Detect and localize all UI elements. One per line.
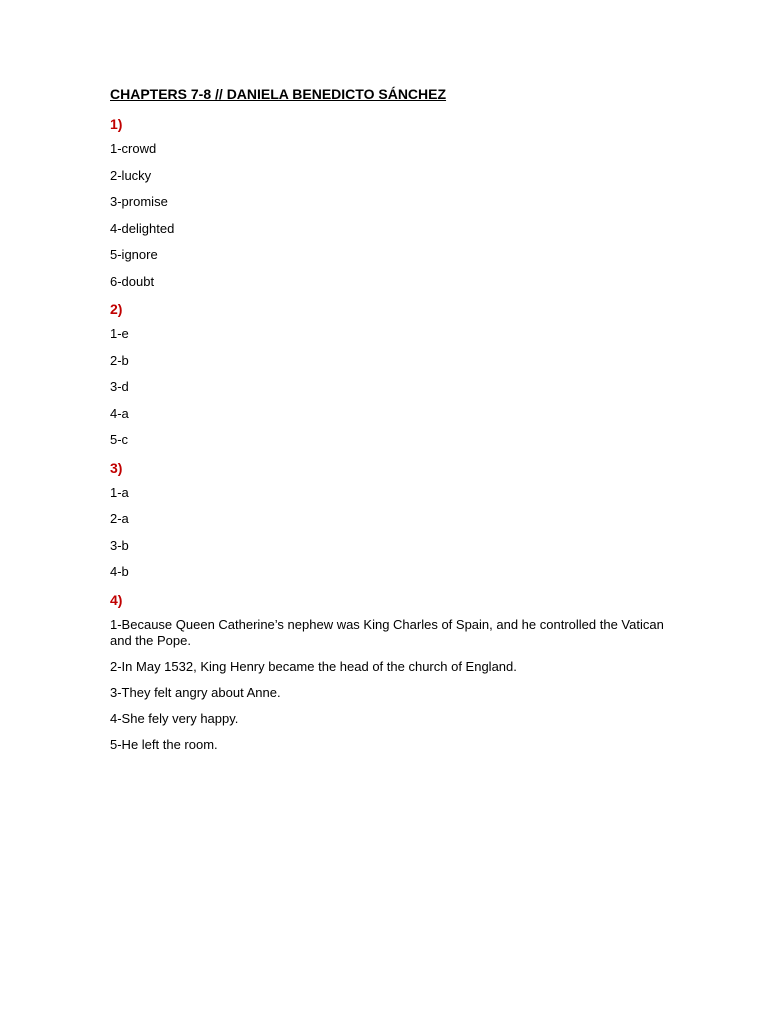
answer-list [110,326,670,448]
document-page [110,84,670,763]
answer-item: 1-crowd [110,141,157,156]
answer-item: 2-lucky [110,167,152,183]
answer-item: 1-e [110,326,129,341]
section-heading: 2) [110,301,123,317]
answer-item: 2-In May 1532, King Henry became the head of the church of England. [110,658,517,674]
answer-list [110,141,670,290]
answer-item: 4-a [110,405,129,421]
answer-item: 4-delighted [110,220,175,236]
answer-list [110,485,670,581]
section-4 [110,591,670,753]
answer-item: 3-promise [110,194,168,209]
section-heading: 3) [110,459,123,476]
answer-item: 3-They felt angry about Anne. [110,684,281,700]
answer-item: 4-She fely very happy. [110,710,239,726]
answer-item: 2-a [110,511,129,526]
answer-item: 2-b [110,352,129,368]
section-heading: 1) [110,116,123,132]
answer-list [110,617,670,753]
answer-item: 1-a [110,484,129,500]
answer-item: 3-d [110,379,129,394]
section-3 [110,459,670,581]
answer-item: 6-doubt [110,273,155,289]
answer-item: 4-b [110,564,129,579]
answer-item: 5-c [110,432,129,447]
answer-item: 3-b [110,537,129,553]
section-heading: 4) [110,591,123,608]
answer-item: 5-He left the room. [110,736,218,752]
answer-item: 1-Because Queen Catherine’s nephew was King Charles of Spain, and he controlled the Vatican and the Pope. [110,616,664,648]
document-title: CHAPTERS 7-8 // DANIELA BENEDICTO SÁNCHEZ [110,86,447,102]
section-2 [110,300,670,448]
section-1 [110,115,670,290]
answer-item: 5-ignore [110,247,158,262]
